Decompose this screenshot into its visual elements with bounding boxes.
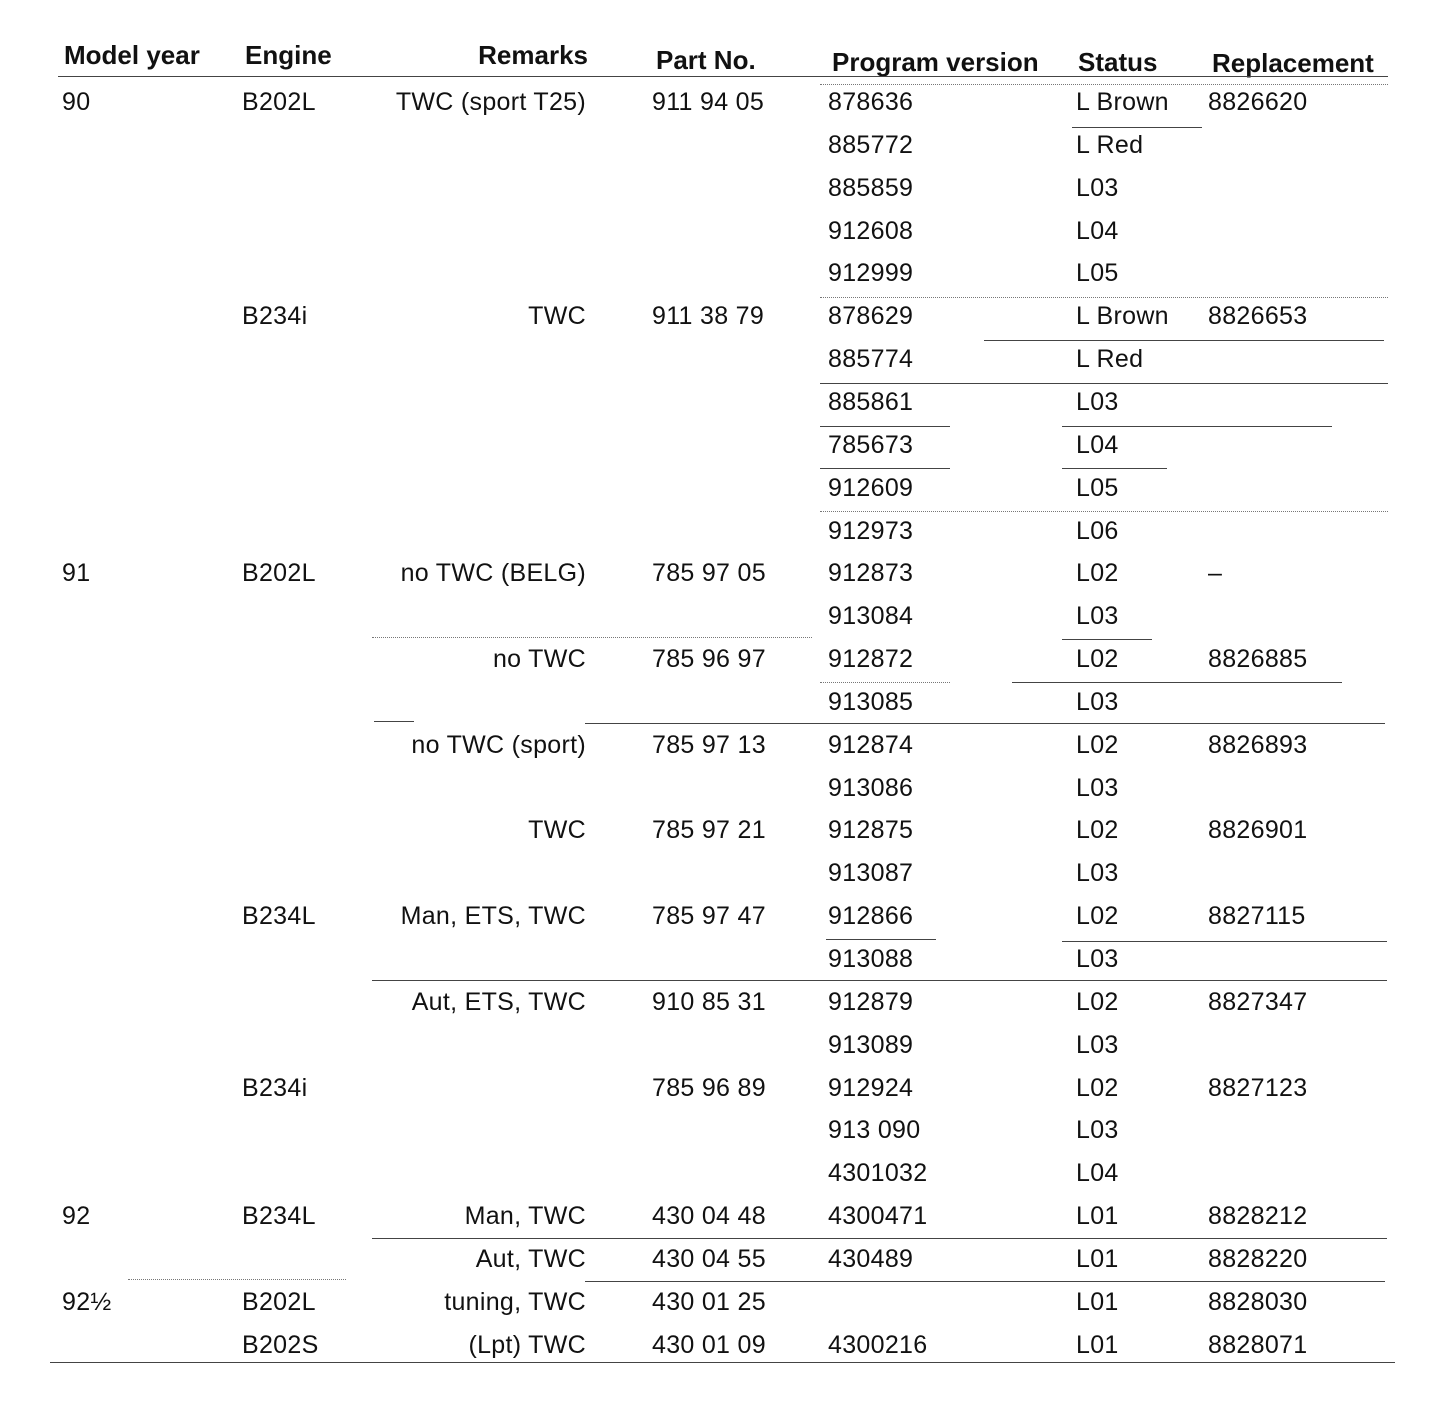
- cell-remarks: Man, TWC: [464, 1202, 586, 1230]
- cell-remarks: Aut, ETS, TWC: [411, 988, 586, 1016]
- row-divider: [372, 980, 1387, 981]
- cell-status: L02: [1076, 645, 1119, 673]
- cell-remarks: TWC: [528, 816, 586, 844]
- cell-replacement: 8827123: [1208, 1074, 1308, 1102]
- cell-program-version: 912973: [828, 517, 914, 545]
- cell-part-no: 430 01 25: [652, 1288, 766, 1316]
- cell-engine: B234i: [242, 302, 308, 330]
- cell-replacement: 8828030: [1208, 1288, 1308, 1316]
- cell-program-version: 913088: [828, 945, 914, 973]
- row-divider: [128, 1279, 346, 1280]
- cell-status: L04: [1076, 1159, 1119, 1187]
- cell-program-version: 913 090: [828, 1116, 921, 1144]
- cell-program-version: 912874: [828, 731, 914, 759]
- cell-status: L02: [1076, 988, 1119, 1016]
- cell-status: L05: [1076, 259, 1119, 287]
- cell-replacement: 8828220: [1208, 1245, 1308, 1273]
- cell-status: L Brown: [1076, 88, 1169, 116]
- cell-status: L Red: [1076, 345, 1144, 373]
- cell-engine: B234i: [242, 1074, 308, 1102]
- cell-status: L02: [1076, 902, 1119, 930]
- cell-remarks: tuning, TWC: [444, 1288, 586, 1316]
- cell-program-version: 912999: [828, 259, 914, 287]
- cell-replacement: 8826653: [1208, 302, 1308, 330]
- header-engine: Engine: [245, 40, 332, 70]
- cell-status: L03: [1076, 388, 1119, 416]
- cell-remarks: Aut, TWC: [475, 1245, 586, 1273]
- cell-part-no: 785 97 21: [652, 816, 766, 844]
- cell-engine: B202L: [242, 1288, 316, 1316]
- cell-status: L Red: [1076, 131, 1144, 159]
- cell-replacement: 8826893: [1208, 731, 1308, 759]
- cell-status: L02: [1076, 559, 1119, 587]
- cell-status: L04: [1076, 217, 1119, 245]
- cell-model-year: 92½: [62, 1288, 112, 1316]
- cell-status: L03: [1076, 602, 1119, 630]
- cell-model-year: 91: [62, 559, 91, 587]
- cell-replacement: 8828071: [1208, 1331, 1308, 1359]
- cell-replacement: 8826901: [1208, 816, 1308, 844]
- row-divider: [372, 1238, 1387, 1239]
- cell-program-version: 430489: [828, 1245, 914, 1273]
- row-divider: [1062, 468, 1167, 469]
- cell-program-version: 912873: [828, 559, 914, 587]
- cell-part-no: 785 97 05: [652, 559, 766, 587]
- cell-program-version: 912875: [828, 816, 914, 844]
- cell-remarks: no TWC (sport): [411, 731, 586, 759]
- row-divider: [374, 721, 414, 722]
- cell-status: L04: [1076, 431, 1119, 459]
- cell-program-version: 912866: [828, 902, 914, 930]
- cell-program-version: 912924: [828, 1074, 914, 1102]
- cell-part-no: 911 38 79: [652, 302, 765, 330]
- cell-program-version: 913084: [828, 602, 914, 630]
- cell-program-version: 4301032: [828, 1159, 928, 1187]
- row-divider: [820, 297, 1388, 298]
- header-program-version: Program version: [832, 47, 1039, 77]
- row-divider: [1012, 682, 1342, 683]
- cell-remarks: no TWC: [492, 645, 586, 673]
- cell-replacement: 8827115: [1208, 902, 1306, 930]
- cell-status: L03: [1076, 859, 1119, 887]
- cell-program-version: 878636: [828, 88, 914, 116]
- cell-program-version: 913086: [828, 774, 914, 802]
- cell-status: L01: [1076, 1331, 1119, 1359]
- row-divider: [820, 682, 950, 683]
- cell-model-year: 90: [62, 88, 91, 116]
- cell-replacement: 8828212: [1208, 1202, 1308, 1230]
- row-divider: [372, 637, 812, 638]
- cell-status: L06: [1076, 517, 1119, 545]
- cell-status: L01: [1076, 1288, 1119, 1316]
- cell-status: L02: [1076, 731, 1119, 759]
- cell-part-no: 911 94 05: [652, 88, 765, 116]
- cell-program-version: 912608: [828, 217, 914, 245]
- header-part-no: Part No.: [656, 45, 756, 75]
- cell-status: L03: [1076, 774, 1119, 802]
- cell-program-version: 885774: [828, 345, 914, 373]
- header-model-year: Model year: [64, 40, 200, 70]
- cell-engine: B202L: [242, 88, 316, 116]
- cell-remarks: TWC (sport T25): [395, 88, 586, 116]
- cell-status: L03: [1076, 1031, 1119, 1059]
- header-rule: [58, 76, 1388, 77]
- cell-status: L02: [1076, 1074, 1119, 1102]
- cell-part-no: 785 97 47: [652, 902, 766, 930]
- cell-remarks: no TWC (BELG): [400, 559, 586, 587]
- cell-part-no: 430 04 48: [652, 1202, 766, 1230]
- header-replacement: Replacement: [1212, 48, 1374, 78]
- cell-status: L02: [1076, 816, 1119, 844]
- cell-program-version: 885772: [828, 131, 914, 159]
- header-status: Status: [1078, 47, 1158, 77]
- row-divider: [585, 1281, 1385, 1282]
- cell-program-version: 885859: [828, 174, 914, 202]
- cell-remarks: (Lpt) TWC: [468, 1331, 586, 1359]
- cell-remarks: TWC: [528, 302, 586, 330]
- cell-engine: B202S: [242, 1331, 319, 1359]
- row-divider: [1062, 639, 1152, 640]
- row-divider: [1062, 426, 1332, 427]
- cell-remarks: Man, ETS, TWC: [400, 902, 586, 930]
- row-divider: [820, 84, 1388, 85]
- cell-status: L01: [1076, 1202, 1119, 1230]
- row-divider: [50, 1362, 1395, 1363]
- cell-part-no: 430 04 55: [652, 1245, 766, 1273]
- cell-part-no: 785 96 89: [652, 1074, 766, 1102]
- cell-part-no: 785 97 13: [652, 731, 766, 759]
- row-divider: [820, 426, 950, 427]
- cell-status: L03: [1076, 688, 1119, 716]
- cell-status: L03: [1076, 174, 1119, 202]
- row-divider: [820, 468, 950, 469]
- cell-program-version: 913089: [828, 1031, 914, 1059]
- cell-replacement: 8826620: [1208, 88, 1308, 116]
- cell-program-version: 4300216: [828, 1331, 928, 1359]
- row-divider: [820, 383, 1388, 384]
- cell-program-version: 913087: [828, 859, 914, 887]
- cell-program-version: 912879: [828, 988, 914, 1016]
- cell-status: L03: [1076, 945, 1119, 973]
- cell-replacement: 8826885: [1208, 645, 1308, 673]
- cell-replacement: –: [1208, 559, 1223, 587]
- row-divider: [585, 723, 1385, 724]
- cell-part-no: 430 01 09: [652, 1331, 766, 1359]
- cell-engine: B234L: [242, 1202, 316, 1230]
- cell-program-version: 878629: [828, 302, 914, 330]
- row-divider: [1062, 941, 1387, 942]
- row-divider: [826, 939, 936, 940]
- cell-engine: B202L: [242, 559, 316, 587]
- row-divider: [984, 340, 1384, 341]
- cell-part-no: 910 85 31: [652, 988, 766, 1016]
- cell-engine: B234L: [242, 902, 316, 930]
- cell-program-version: 913085: [828, 688, 914, 716]
- cell-program-version: 4300471: [828, 1202, 928, 1230]
- cell-replacement: 8827347: [1208, 988, 1308, 1016]
- cell-program-version: 785673: [828, 431, 914, 459]
- cell-status: L Brown: [1076, 302, 1169, 330]
- cell-status: L01: [1076, 1245, 1119, 1273]
- cell-program-version: 885861: [828, 388, 914, 416]
- cell-model-year: 92: [62, 1202, 91, 1230]
- row-divider: [820, 511, 1388, 512]
- cell-status: L05: [1076, 474, 1119, 502]
- cell-program-version: 912609: [828, 474, 914, 502]
- cell-status: L03: [1076, 1116, 1119, 1144]
- row-divider: [1072, 127, 1202, 128]
- cell-program-version: 912872: [828, 645, 914, 673]
- cell-part-no: 785 96 97: [652, 645, 766, 673]
- header-remarks: Remarks: [478, 40, 588, 70]
